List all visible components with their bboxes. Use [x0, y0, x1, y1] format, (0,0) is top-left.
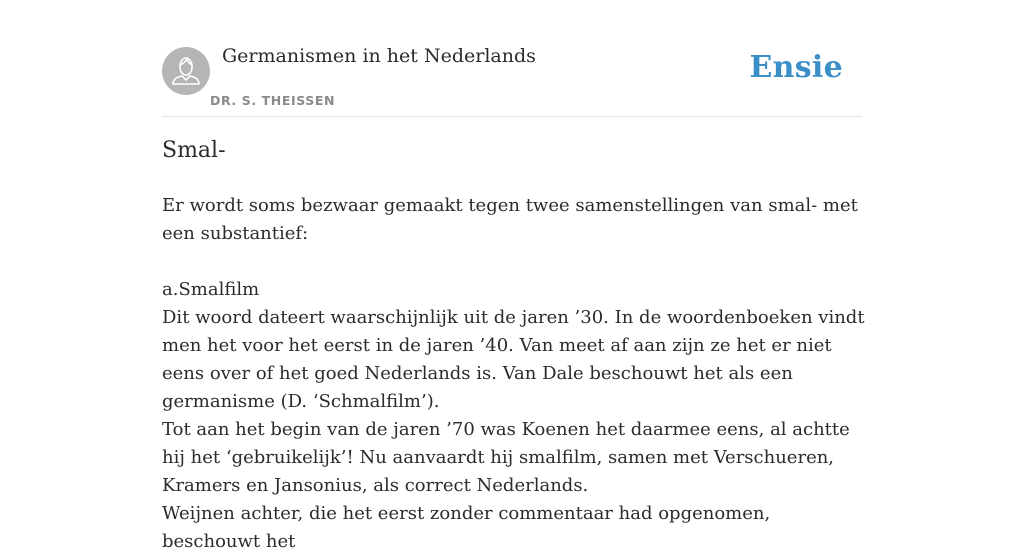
entry-title: Smal-	[162, 138, 226, 163]
subheading: a.Smalfilm	[162, 279, 260, 300]
author-avatar[interactable]	[162, 47, 210, 95]
ensie-logo[interactable]: Ensie	[749, 50, 843, 85]
entry-header	[162, 40, 862, 117]
entry-body	[162, 192, 867, 556]
author-name[interactable]: DR. S. THEISSEN	[210, 93, 336, 108]
intro-paragraph: Er wordt soms bezwaar gemaakt tegen twee samenstellingen van smal- met een substantief:	[162, 195, 858, 244]
body-paragraph: Dit woord dateert waarschijnlijk uit de jaren ’30. In de woordenboeken vindt men het voor het eerst in de jaren ’40. Van meet af aan zijn ze het er niet eens over of het goed Nederlands is. Van Dale beschouwt het als een germanisme (D. ‘Schmalfilm’).	[162, 307, 865, 412]
book-title[interactable]: Germanismen in het Nederlands	[222, 45, 536, 67]
user-silhouette-icon	[162, 47, 210, 95]
body-paragraph: Tot aan het begin van de jaren ’70 was Koenen het daarmee eens, al achtte hij het ‘gebruikelijk’! Nu aanvaardt hij smalfilm, samen met Verschueren, Kramers en Jansonius, als correct Nederlands.	[162, 419, 850, 496]
paragraph-spacer	[162, 248, 867, 276]
body-paragraph: Weijnen achter, die het eerst zonder commentaar had opgenomen, beschouwt het	[162, 503, 771, 552]
